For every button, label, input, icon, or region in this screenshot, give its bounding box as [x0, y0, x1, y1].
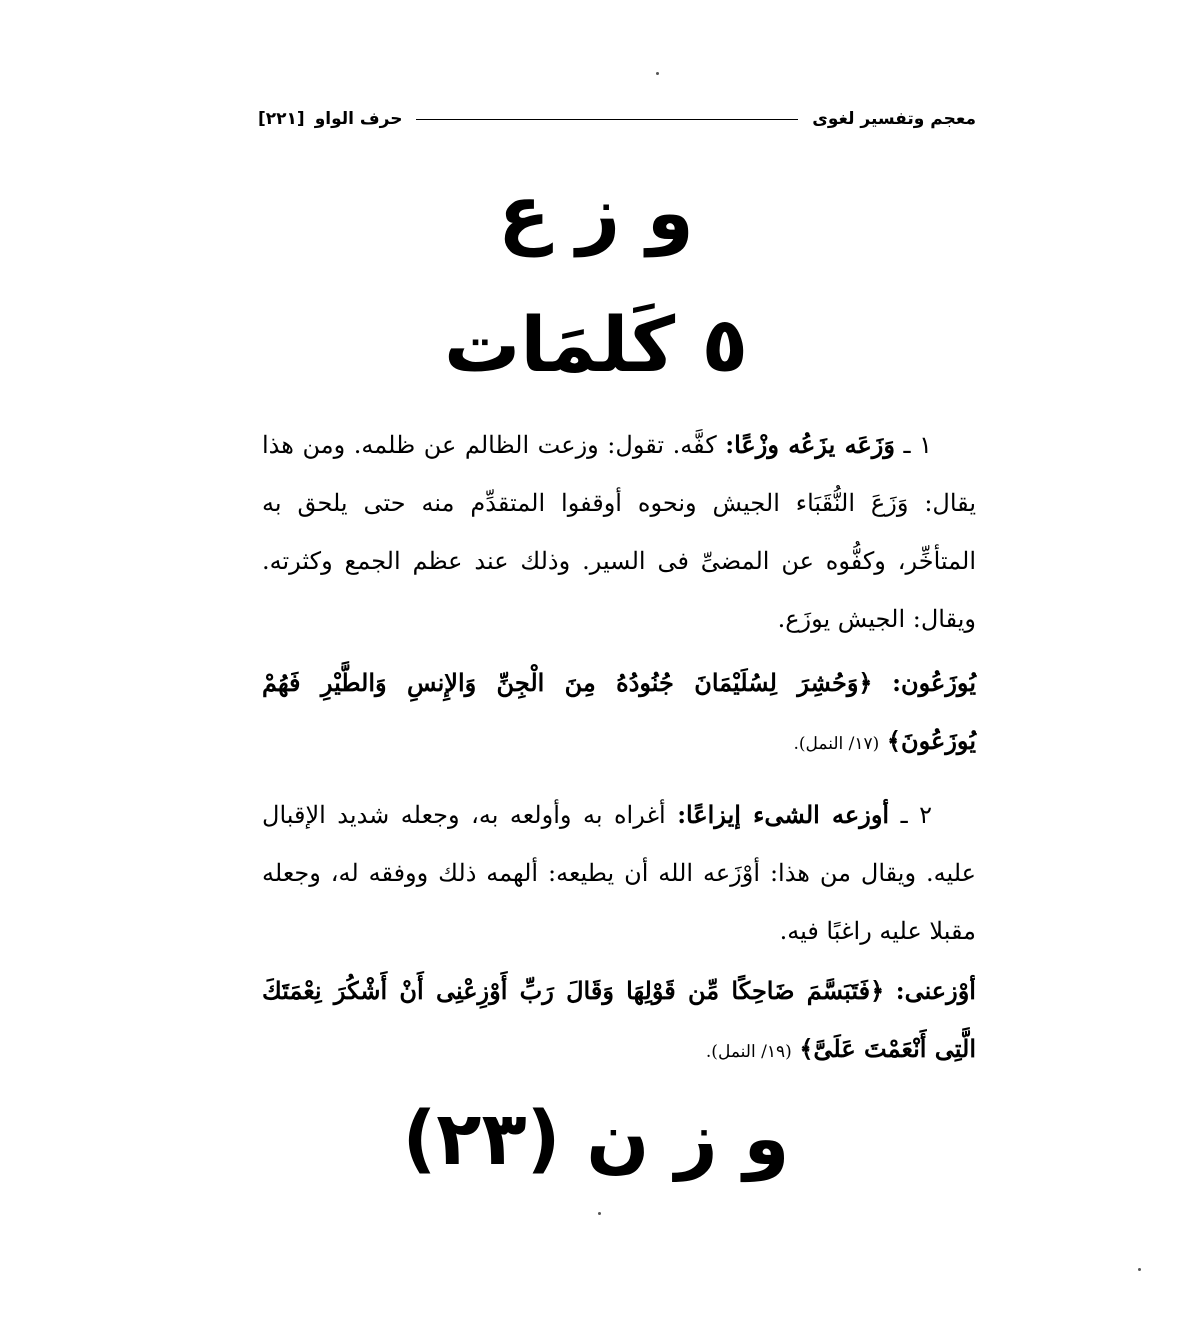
section-title: حرف الواو: [314, 109, 403, 129]
next-root-heading: و ز ن (٢٣): [402, 1096, 790, 1182]
example-word: أوْزعنى:: [895, 976, 976, 1005]
example-2-paragraph: [262, 962, 976, 1081]
definition-text: كفَّه. تقول: وزعت الظالم عن ظلمه. ومن هذا يقال: وَزَعَ النُّقَبَاء الجيش ونحوه أوقفوا المتقدِّم منه حتى يلحق به المتأخِّر، وكفُّوه عن المضىِّ فى السير. وذلك عند عظم الجمع وكثرته. ويقال: الجيش يوزَع.: [262, 431, 976, 633]
root-heading: و ز ع: [498, 168, 694, 257]
quran-verse: ﴿فَتَبَسَّمَ ضَاحِكًا مِّن قَوْلِهَا وَقَالَ رَبِّ أَوْزِعْنِى أَنْ أَشْكُرَ نِعْمَتَكَ الَّتِى أَنْعَمْتَ عَلَىَّ﴾: [262, 976, 976, 1063]
scan-speck: [656, 72, 659, 75]
sense-number: ١ ـ: [903, 431, 932, 459]
definition-text: أغراه به وأولعه به، وجعله شديد الإقبال عليه. ويقال من هذا: أوْزَعه الله أن يطيعه: ألهمه ذلك ووفقه له، وجعله مقبلا عليه راغبًا فيه.: [262, 801, 976, 945]
verse-reference: (١٩/ النمل).: [705, 1042, 792, 1062]
verse-reference: (١٧/ النمل).: [793, 734, 880, 754]
scan-speck: [1138, 1268, 1141, 1271]
page-number: [٢٢١]: [258, 109, 305, 129]
running-header: [258, 104, 976, 134]
example-1-paragraph: [262, 654, 976, 773]
quran-verse: ﴿وَحُشِرَ لِسُلَيْمَانَ جُنُودُهُ مِنَ الْجِنِّ وَالإِنسِ وَالطَّيْرِ فَهُمْ يُوزَعُونَ﴾: [262, 668, 976, 755]
headword: وَزَعَه يزَعُه وزْعًا:: [725, 430, 895, 459]
example-word: يُوزَعُون:: [892, 668, 976, 697]
sense-2-paragraph: [262, 786, 976, 960]
sense-number: ٢ ـ: [900, 801, 932, 829]
scan-speck: [598, 1212, 601, 1215]
sense-1-paragraph: [262, 416, 976, 648]
book-title: معجم وتفسير لغوى: [812, 109, 976, 129]
header-rule: [416, 119, 798, 120]
headword: أوزعه الشىء إيزاعًا:: [677, 800, 890, 829]
word-count-heading: ٥ كَلمَات: [444, 300, 748, 389]
